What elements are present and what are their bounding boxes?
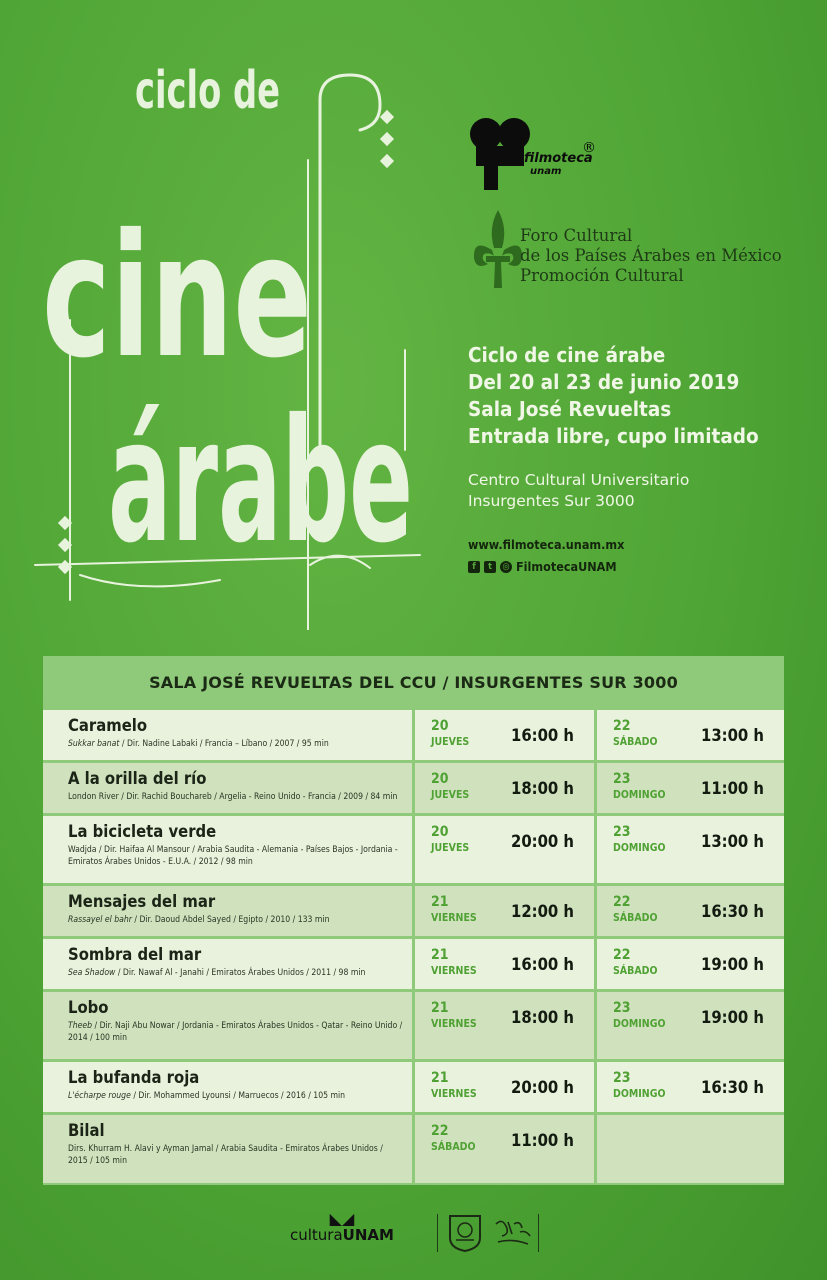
screening-day: 22 xyxy=(613,894,631,910)
web-info xyxy=(468,534,624,578)
film-cell xyxy=(43,1115,412,1183)
film-details: London River / Dir. Rachid Bouchareb / Argelia - Reino Unido - Francia / 2009 / 84 min xyxy=(68,792,398,802)
screening-weekday: DOMINGO xyxy=(613,1018,666,1030)
screening-time: 19:00 h xyxy=(701,955,764,974)
event-entry: Entrada libre, cupo limitado xyxy=(468,424,759,448)
film-details: / Dir. Nadine Labaki / Francia – Líbano / 2007 / 95 min xyxy=(119,739,329,749)
footer-divider xyxy=(437,1214,438,1252)
film-details: / Dir. Daoud Abdel Sayed / Egipto / 2010 / 133 min xyxy=(131,915,330,925)
film-original-title: Theeb xyxy=(68,1021,93,1031)
facebook-icon[interactable]: f xyxy=(468,561,480,573)
screening-weekday: DOMINGO xyxy=(613,789,666,801)
screening-cell xyxy=(415,1115,594,1183)
screening-day: 20 xyxy=(431,824,449,840)
film-cell xyxy=(43,1062,412,1112)
table-row xyxy=(43,1062,784,1112)
table-row xyxy=(43,939,784,989)
event-venue: Sala José Revueltas xyxy=(468,397,672,421)
screening-cell xyxy=(415,992,594,1059)
film-title: Lobo xyxy=(68,998,109,1017)
screening-time: 20:00 h xyxy=(511,832,574,851)
screening-weekday: SÁBADO xyxy=(613,736,658,748)
screening-weekday: SÁBADO xyxy=(613,912,658,924)
screening-cell xyxy=(597,1062,784,1112)
film-original-title: Sukkar banat xyxy=(68,739,120,749)
screening-cell xyxy=(415,939,594,989)
screening-time: 20:00 h xyxy=(511,1078,574,1097)
film-meta xyxy=(68,914,412,926)
screening-cell xyxy=(415,710,594,760)
title-line-ciclo-de: ciclo de xyxy=(135,61,280,121)
screening-weekday: JUEVES xyxy=(431,736,470,748)
film-original-title: Rassayel el bahr xyxy=(68,915,132,925)
screening-time: 11:00 h xyxy=(701,779,764,798)
signature-logo-icon xyxy=(492,1216,534,1250)
cultura-text: cultura xyxy=(290,1226,343,1244)
event-cycle: Ciclo de cine árabe xyxy=(468,343,666,367)
film-cell xyxy=(43,992,412,1059)
screening-cell xyxy=(415,763,594,813)
screening-weekday: VIERNES xyxy=(431,1018,477,1030)
screening-cell xyxy=(597,816,784,883)
cultura-unam-logo xyxy=(290,1209,394,1244)
fleur-de-lis-icon xyxy=(468,208,528,298)
filmoteca-name: filmoteca xyxy=(524,151,593,166)
screening-day: 21 xyxy=(431,1070,449,1086)
screening-cell xyxy=(415,1062,594,1112)
film-meta xyxy=(68,791,412,803)
social-handle[interactable]: FilmotecaUNAM xyxy=(516,559,617,574)
screening-day: 22 xyxy=(613,718,631,734)
screening-time: 11:00 h xyxy=(511,1131,574,1150)
film-details: / Dir. Mohammed Lyounsi / Marruecos / 2016 / 105 min xyxy=(130,1091,346,1101)
film-cell xyxy=(43,816,412,883)
instagram-icon[interactable]: ◎ xyxy=(500,561,512,573)
screening-weekday: JUEVES xyxy=(431,789,470,801)
screening-day: 23 xyxy=(613,1000,631,1016)
screening-time: 16:30 h xyxy=(701,902,764,921)
screening-cell xyxy=(415,816,594,883)
film-title: Caramelo xyxy=(68,716,148,735)
screening-time: 12:00 h xyxy=(511,902,574,921)
screening-cell xyxy=(597,939,784,989)
screening-time: 13:00 h xyxy=(701,726,764,745)
film-title: Bilal xyxy=(68,1121,105,1140)
cultura-icon: ◣◢ xyxy=(329,1209,355,1228)
film-details: / Dir. Naji Abu Nowar / Jordania - Emiratos Árabes Unidos - Qatar - Reino Unido / 2014 / 100 min xyxy=(68,1021,403,1043)
film-cell xyxy=(43,763,412,813)
schedule-header: SALA JOSÉ REVUELTAS DEL CCU / INSURGENTES SUR 3000 xyxy=(149,672,678,692)
screening-weekday: DOMINGO xyxy=(613,1088,666,1100)
film-details: / Dir. Nawaf Al - Janahi / Emiratos Árabes Unidos / 2011 / 98 min xyxy=(115,968,366,978)
event-dates: Del 20 al 23 de junio 2019 xyxy=(468,370,740,394)
registered-mark: ® xyxy=(582,140,596,156)
filmoteca-logo xyxy=(468,116,608,196)
film-title: La bicicleta verde xyxy=(68,822,217,841)
screening-weekday: SÁBADO xyxy=(613,965,658,977)
screening-time: 18:00 h xyxy=(511,1008,574,1027)
unam-text: UNAM xyxy=(342,1226,394,1244)
table-row xyxy=(43,1115,784,1183)
film-title: La bufanda roja xyxy=(68,1068,200,1087)
film-title: A la orilla del río xyxy=(68,769,207,788)
footer-divider-right xyxy=(538,1214,539,1252)
screening-weekday: VIERNES xyxy=(431,912,477,924)
screening-cell xyxy=(597,1115,784,1183)
film-cell xyxy=(43,710,412,760)
title-line-cine: cine xyxy=(42,198,312,396)
schedule-table xyxy=(43,656,784,1185)
screening-cell xyxy=(415,886,594,936)
screening-day: 20 xyxy=(431,718,449,734)
screening-time: 19:00 h xyxy=(701,1008,764,1027)
screening-weekday: JUEVES xyxy=(431,842,470,854)
title-line-arabe: árabe xyxy=(108,383,413,581)
screening-cell xyxy=(597,763,784,813)
table-row xyxy=(43,886,784,936)
website-link[interactable]: www.filmoteca.unam.mx xyxy=(468,537,625,552)
film-meta xyxy=(68,1090,412,1102)
event-info xyxy=(468,342,759,450)
filmoteca-sub: unam xyxy=(530,166,562,177)
screening-time: 13:00 h xyxy=(701,832,764,851)
screening-time: 18:00 h xyxy=(511,779,574,798)
screening-day: 20 xyxy=(431,771,449,787)
foro-cultural-text xyxy=(520,226,782,286)
screening-time: 16:00 h xyxy=(511,726,574,745)
film-original-title: Sea Shadow xyxy=(68,968,116,978)
screening-time: 16:00 h xyxy=(511,955,574,974)
film-meta xyxy=(68,967,412,979)
screening-weekday: DOMINGO xyxy=(613,842,666,854)
film-title: Sombra del mar xyxy=(68,945,202,964)
film-original-title: L'écharpe rouge xyxy=(68,1091,131,1101)
screening-cell xyxy=(597,710,784,760)
screening-weekday: VIERNES xyxy=(431,1088,477,1100)
film-cell xyxy=(43,939,412,989)
film-details: Wadjda / Dir. Haifaa Al Mansour / Arabia Saudita - Alemania - Países Bajos - Jordania - Emiratos Árabes Unidos - E.U.A. / 2012 / 98 min xyxy=(68,845,398,867)
film-meta xyxy=(68,1143,412,1167)
screening-day: 22 xyxy=(613,947,631,963)
table-row xyxy=(43,710,784,760)
screening-day: 21 xyxy=(431,1000,449,1016)
foro-line-2: de los Países Árabes en México xyxy=(520,246,782,265)
foro-line-3: Promoción Cultural xyxy=(520,266,684,285)
screening-day: 22 xyxy=(431,1123,449,1139)
screening-cell xyxy=(597,886,784,936)
table-row xyxy=(43,763,784,813)
film-cell xyxy=(43,886,412,936)
screening-weekday: SÁBADO xyxy=(431,1141,476,1153)
screening-day: 21 xyxy=(431,894,449,910)
film-meta xyxy=(68,844,412,868)
title-art xyxy=(20,20,440,630)
film-meta xyxy=(68,738,412,750)
social-row xyxy=(468,556,624,578)
unam-seal-icon xyxy=(448,1214,482,1252)
foro-line-1: Foro Cultural xyxy=(520,226,633,245)
table-row xyxy=(43,816,784,883)
venue-address xyxy=(468,470,689,512)
screening-day: 23 xyxy=(613,824,631,840)
film-meta xyxy=(68,1020,412,1044)
venue-line-2: Insurgentes Sur 3000 xyxy=(468,492,635,510)
screening-day: 23 xyxy=(613,771,631,787)
screening-cell xyxy=(597,992,784,1059)
film-title: Mensajes del mar xyxy=(68,892,216,911)
film-details: Dirs. Khurram H. Alavi y Ayman Jamal / Arabia Saudita - Emiratos Árabes Unidos / 2015 / 105 min xyxy=(68,1144,383,1166)
twitter-icon[interactable]: t xyxy=(484,561,496,573)
venue-line-1: Centro Cultural Universitario xyxy=(468,471,690,489)
table-row xyxy=(43,992,784,1059)
screening-weekday: VIERNES xyxy=(431,965,477,977)
screening-day: 23 xyxy=(613,1070,631,1086)
screening-time: 16:30 h xyxy=(701,1078,764,1097)
screening-day: 21 xyxy=(431,947,449,963)
